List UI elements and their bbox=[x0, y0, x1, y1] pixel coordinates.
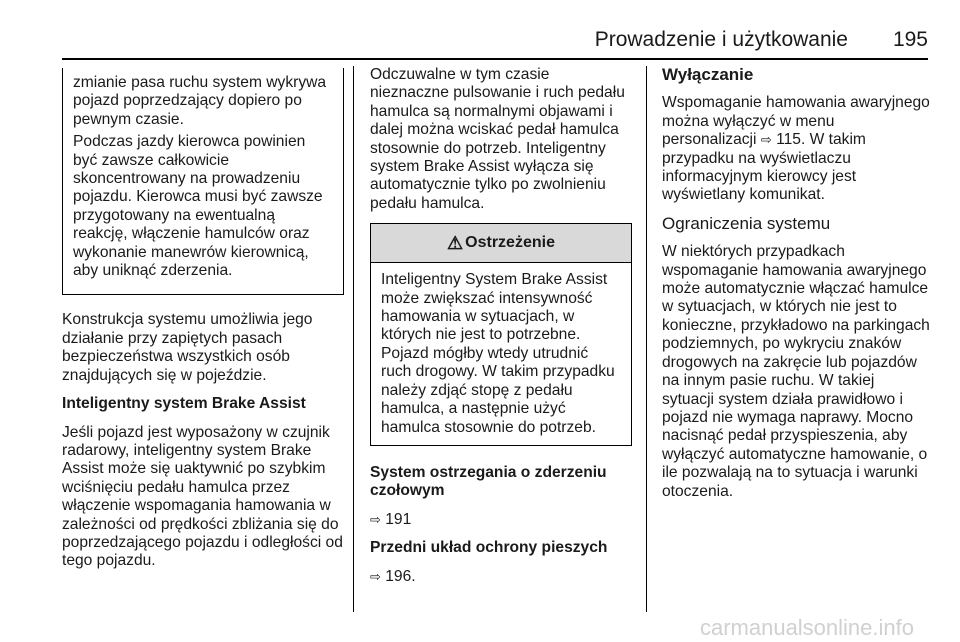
section-heading-limitations: Ograniczenia systemu bbox=[662, 213, 831, 233]
warning-body: Inteligentny System Brake Assist może zwiększać intensywność hamowania w sytuacjach, w których nie jest to potrzebne. Pojazd mógłby wtedy utrudnić ruch drogowy. W takim przypadku należy zdjąć stopę z pedału hamulca, a następnie użyć hamulca stosownie do potrzeb. bbox=[381, 271, 615, 436]
reference-arrow-icon: ⇨ bbox=[370, 568, 381, 584]
body-paragraph: Wspomaganie hamowania awaryjnego można wyłączyć w menu personalizacji ⇨ 115. W takim przypadku na wyświetlaczu informacyjnym kierowcy jest wyświetlany komunikat. bbox=[662, 94, 930, 204]
body-paragraph: W niektórych przypadkach wspomaganie hamowania awaryjnego może automatycznie włączać hamulce w sytuacjach, w których nie jest to konieczne, przykładowo na parkingach podziemnych, po wykryciu znaków drogowych na zakręcie lub pojazdów na innym pasie ruchu. W takiej sytuacji system działa prawidłowo i pojazd nie wymaga naprawy. Mocno nacisnąć pedał przyspieszenia, aby wyłączyć automatyczne hamowanie, o ile pozwalają na to sytuacja i warunki otoczenia. bbox=[662, 243, 930, 500]
reference-page[interactable]: 191 bbox=[385, 510, 412, 528]
page-header bbox=[62, 22, 928, 60]
column-left bbox=[62, 68, 344, 581]
column-right bbox=[662, 66, 930, 511]
column-middle bbox=[370, 66, 632, 596]
reference-arrow-icon: ⇨ bbox=[760, 132, 772, 148]
column-divider-right bbox=[646, 66, 647, 612]
page-title: Prowadzenie i użytkowanie bbox=[594, 28, 848, 51]
warning-header bbox=[371, 224, 631, 263]
note-paragraph: Podczas jazdy kierowca powinien być zawsze całkowicie skoncentrowany na prowadzeniu pojazdu. Kierowca musi być zawsze przygotowany na ewentualną reakcję, włączenie hamulców oraz wykonanie manewrów kierownicą, aby uniknąć zderzenia. bbox=[73, 133, 323, 280]
page-reference bbox=[370, 511, 632, 529]
note-paragraph: zmianie pasa ruchu system wykrywa pojazd poprzedzający dopiero po pewnym czasie. bbox=[73, 74, 327, 128]
body-paragraph: Konstrukcja systemu umożliwia jego działanie przy zapiętych pasach bezpieczeństwa wszystkich osób znajdujących się w pojeździe. bbox=[62, 311, 313, 384]
watermark: carmanualsonline.info bbox=[699, 615, 914, 640]
subheading-pedestrian-protection: Przedni układ ochrony pieszych bbox=[370, 539, 608, 557]
column-divider-left bbox=[353, 66, 354, 612]
reference-page[interactable]: 196. bbox=[385, 567, 416, 585]
note-box bbox=[62, 68, 344, 295]
subheading-brake-assist: Inteligentny system Brake Assist bbox=[62, 395, 306, 413]
page-number: 195 bbox=[892, 28, 928, 51]
reference-arrow-icon: ⇨ bbox=[370, 511, 381, 527]
reference-page[interactable]: 115 bbox=[776, 131, 801, 149]
page-reference bbox=[370, 568, 632, 586]
subheading-collision-warning: System ostrzegania o zderzeniu czołowym bbox=[370, 463, 607, 500]
body-paragraph: Odczuwalne w tym czasie nieznaczne pulsowanie i ruch pedału hamulca są normalnymi objawami i dalej można wciskać pedał hamulca stosownie do potrzeb. Inteligentny system Brake Assist wyłącza się automatycznie tylko po zwolnieniu pedału hamulca. bbox=[370, 66, 625, 212]
section-heading-deactivation: Wyłączanie bbox=[662, 65, 754, 84]
warning-title: Ostrzeżenie bbox=[465, 234, 555, 252]
warning-box bbox=[370, 223, 632, 446]
warning-triangle-icon: ⚠ bbox=[447, 233, 464, 254]
body-paragraph: Jeśli pojazd jest wyposażony w czujnik radarowy, inteligentny system Brake Assist może się uaktywnić po szybkim wciśnięciu pedału hamulca przez włączenie wspomagania hamowania w zależności od prędkości zbliżania się do poprzedzającego pojazdu i odległości od tego pojazdu. bbox=[62, 423, 343, 570]
